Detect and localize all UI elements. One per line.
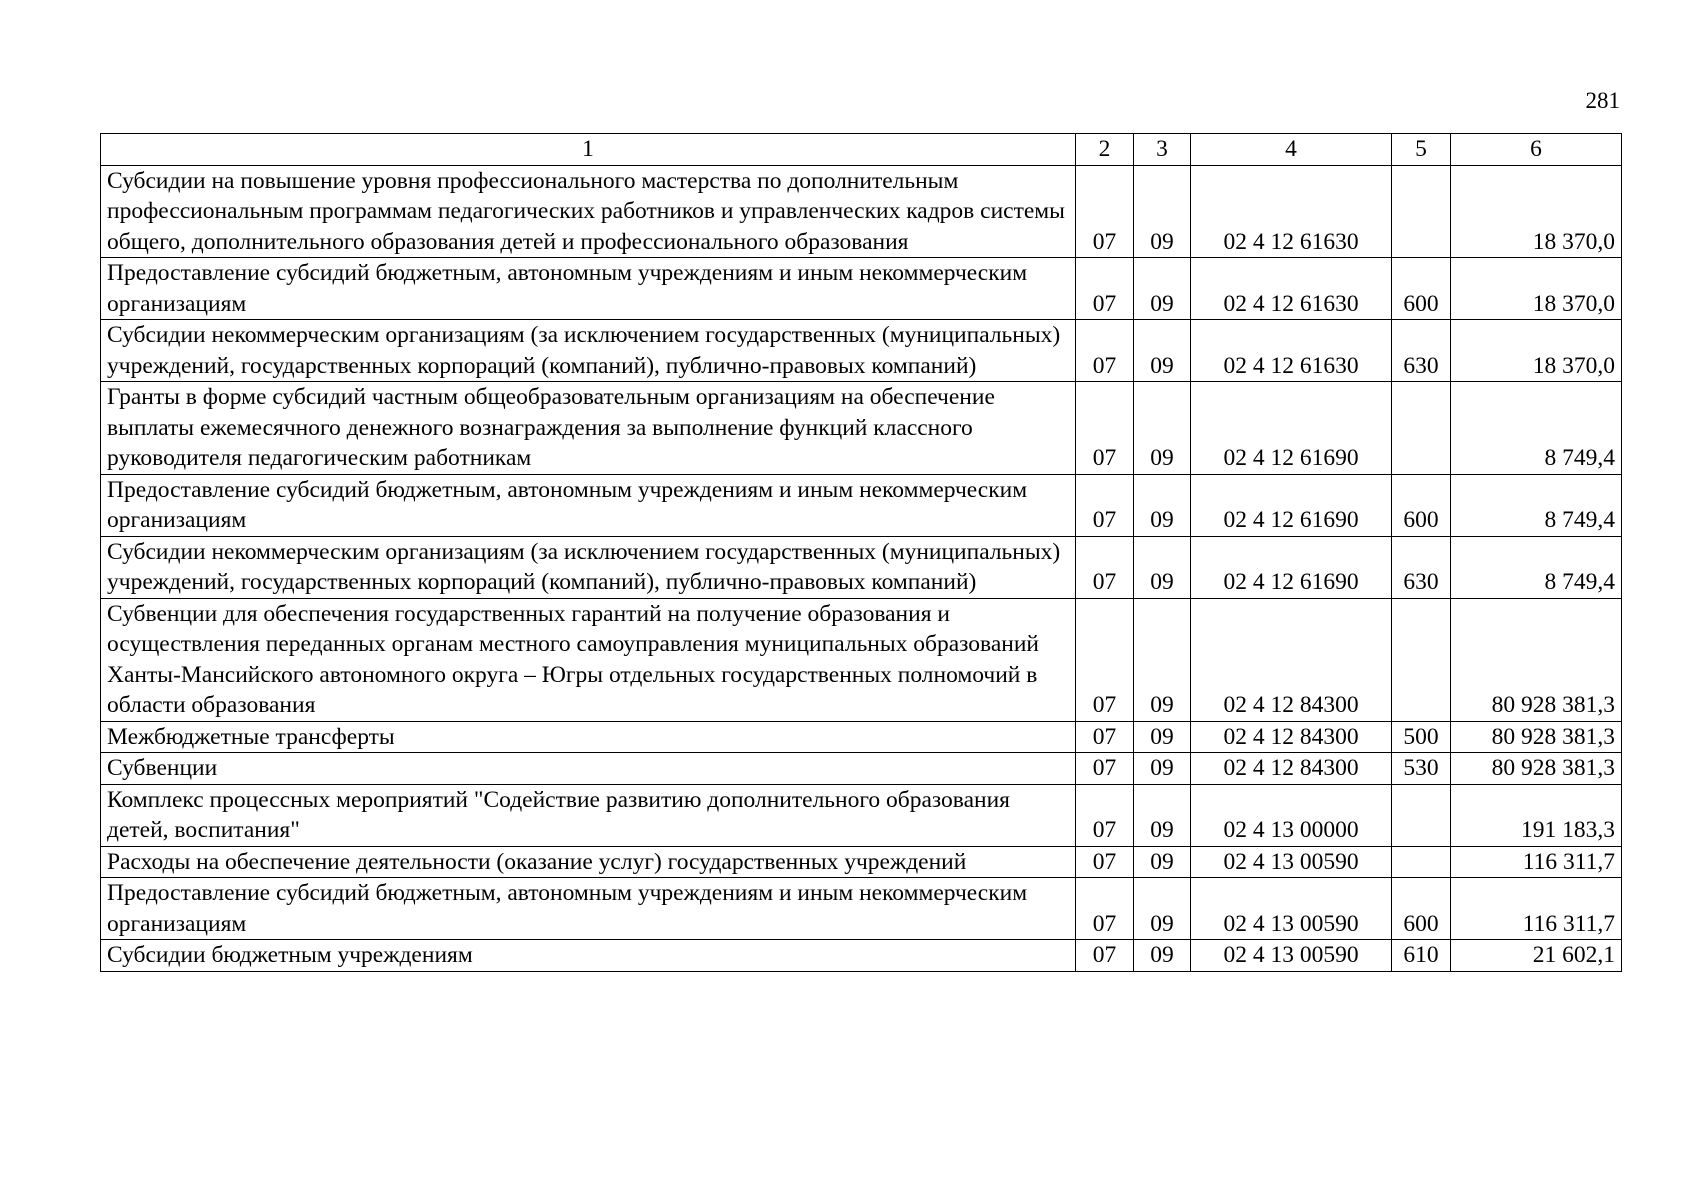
row-name-cell: Предоставление субсидий бюджетным, автономным учреждениям и иным некоммерческим организациям: [101, 258, 1076, 320]
table-row: [101, 258, 1622, 320]
target-article-cell: 02 4 12 84300: [1191, 753, 1392, 785]
section-cell: 07: [1076, 474, 1134, 536]
table-row: [101, 878, 1622, 940]
subsection-cell: 09: [1134, 320, 1191, 382]
subsection-cell: 09: [1134, 382, 1191, 475]
amount-cell: 116 311,7: [1451, 878, 1622, 940]
expense-type-cell: [1392, 846, 1451, 878]
amount-cell: 8 749,4: [1451, 474, 1622, 536]
target-article-cell: 02 4 12 84300: [1191, 598, 1392, 721]
column-header: 2: [1076, 134, 1134, 166]
target-article-cell: 02 4 13 00590: [1191, 878, 1392, 940]
expense-type-cell: 610: [1392, 940, 1451, 972]
row-name-cell: Субсидии на повышение уровня профессионального мастерства по дополнительным профессиональным программам педагогических работников и управленческих кадров системы общего, дополнительного образования детей и профессионального образования: [101, 165, 1076, 258]
table-row: [101, 474, 1622, 536]
amount-cell: 18 370,0: [1451, 165, 1622, 258]
table-row: [101, 598, 1622, 721]
expense-type-cell: 500: [1392, 721, 1451, 753]
table-row: [101, 320, 1622, 382]
row-name-cell: Гранты в форме субсидий частным общеобразовательным организациям на обеспечение выплаты ежемесячного денежного вознаграждения за выполнение функций классного руководителя педагогическим работникам: [101, 382, 1076, 475]
expense-type-cell: 530: [1392, 753, 1451, 785]
table-row: [101, 784, 1622, 846]
expense-type-cell: 600: [1392, 878, 1451, 940]
table-row: [101, 846, 1622, 878]
expense-type-cell: [1392, 784, 1451, 846]
amount-cell: 18 370,0: [1451, 258, 1622, 320]
section-cell: 07: [1076, 258, 1134, 320]
target-article-cell: 02 4 13 00590: [1191, 846, 1392, 878]
expense-type-cell: [1392, 382, 1451, 475]
column-header: 1: [101, 134, 1076, 166]
row-name-cell: Комплекс процессных мероприятий "Содействие развитию дополнительного образования детей, воспитания": [101, 784, 1076, 846]
target-article-cell: 02 4 12 61690: [1191, 474, 1392, 536]
row-name-cell: Предоставление субсидий бюджетным, автономным учреждениям и иным некоммерческим организациям: [101, 474, 1076, 536]
column-header: 5: [1392, 134, 1451, 166]
subsection-cell: 09: [1134, 784, 1191, 846]
section-cell: 07: [1076, 784, 1134, 846]
amount-cell: 116 311,7: [1451, 846, 1622, 878]
subsection-cell: 09: [1134, 474, 1191, 536]
section-cell: 07: [1076, 878, 1134, 940]
subsection-cell: 09: [1134, 846, 1191, 878]
table-row: [101, 940, 1622, 972]
amount-cell: 8 749,4: [1451, 382, 1622, 475]
table-row: [101, 753, 1622, 785]
subsection-cell: 09: [1134, 753, 1191, 785]
section-cell: 07: [1076, 940, 1134, 972]
section-cell: 07: [1076, 536, 1134, 598]
table-row: [101, 536, 1622, 598]
amount-cell: 21 602,1: [1451, 940, 1622, 972]
section-cell: 07: [1076, 846, 1134, 878]
subsection-cell: 09: [1134, 258, 1191, 320]
target-article-cell: 02 4 12 61630: [1191, 258, 1392, 320]
row-name-cell: Субсидии бюджетным учреждениям: [101, 940, 1076, 972]
table-row: [101, 382, 1622, 475]
table-row: [101, 721, 1622, 753]
subsection-cell: 09: [1134, 536, 1191, 598]
section-cell: 07: [1076, 382, 1134, 475]
row-name-cell: Межбюджетные трансферты: [101, 721, 1076, 753]
amount-cell: 8 749,4: [1451, 536, 1622, 598]
budget-table: [100, 133, 1622, 972]
row-name-cell: Субсидии некоммерческим организациям (за исключением государственных (муниципальных) учреждений, государственных корпораций (компаний), публично-правовых компаний): [101, 320, 1076, 382]
amount-cell: 18 370,0: [1451, 320, 1622, 382]
column-header: 3: [1134, 134, 1191, 166]
section-cell: 07: [1076, 598, 1134, 721]
subsection-cell: 09: [1134, 598, 1191, 721]
page-number: 281: [1585, 88, 1620, 113]
row-name-cell: Расходы на обеспечение деятельности (оказание услуг) государственных учреждений: [101, 846, 1076, 878]
column-header: 6: [1451, 134, 1622, 166]
expense-type-cell: 600: [1392, 258, 1451, 320]
target-article-cell: 02 4 12 61690: [1191, 536, 1392, 598]
target-article-cell: 02 4 12 61630: [1191, 320, 1392, 382]
expense-type-cell: 630: [1392, 536, 1451, 598]
column-header: 4: [1191, 134, 1392, 166]
expense-type-cell: 630: [1392, 320, 1451, 382]
expense-type-cell: [1392, 165, 1451, 258]
row-name-cell: Субсидии некоммерческим организациям (за исключением государственных (муниципальных) учреждений, государственных корпораций (компаний), публично-правовых компаний): [101, 536, 1076, 598]
target-article-cell: 02 4 13 00000: [1191, 784, 1392, 846]
table-header-row: [101, 134, 1622, 166]
row-name-cell: Предоставление субсидий бюджетным, автономным учреждениям и иным некоммерческим организациям: [101, 878, 1076, 940]
row-name-cell: Субвенции: [101, 753, 1076, 785]
target-article-cell: 02 4 12 84300: [1191, 721, 1392, 753]
section-cell: 07: [1076, 753, 1134, 785]
subsection-cell: 09: [1134, 721, 1191, 753]
target-article-cell: 02 4 12 61630: [1191, 165, 1392, 258]
table-row: [101, 165, 1622, 258]
section-cell: 07: [1076, 165, 1134, 258]
amount-cell: 80 928 381,3: [1451, 721, 1622, 753]
expense-type-cell: [1392, 598, 1451, 721]
section-cell: 07: [1076, 721, 1134, 753]
expense-type-cell: 600: [1392, 474, 1451, 536]
target-article-cell: 02 4 12 61690: [1191, 382, 1392, 475]
amount-cell: 80 928 381,3: [1451, 753, 1622, 785]
row-name-cell: Субвенции для обеспечения государственных гарантий на получение образования и осуществления переданных органам местного самоуправления муниципальных образований Ханты-Мансийского автономного округа – Югры отдельных государственных полномочий в области образования: [101, 598, 1076, 721]
subsection-cell: 09: [1134, 940, 1191, 972]
amount-cell: 191 183,3: [1451, 784, 1622, 846]
section-cell: 07: [1076, 320, 1134, 382]
subsection-cell: 09: [1134, 878, 1191, 940]
amount-cell: 80 928 381,3: [1451, 598, 1622, 721]
target-article-cell: 02 4 13 00590: [1191, 940, 1392, 972]
subsection-cell: 09: [1134, 165, 1191, 258]
